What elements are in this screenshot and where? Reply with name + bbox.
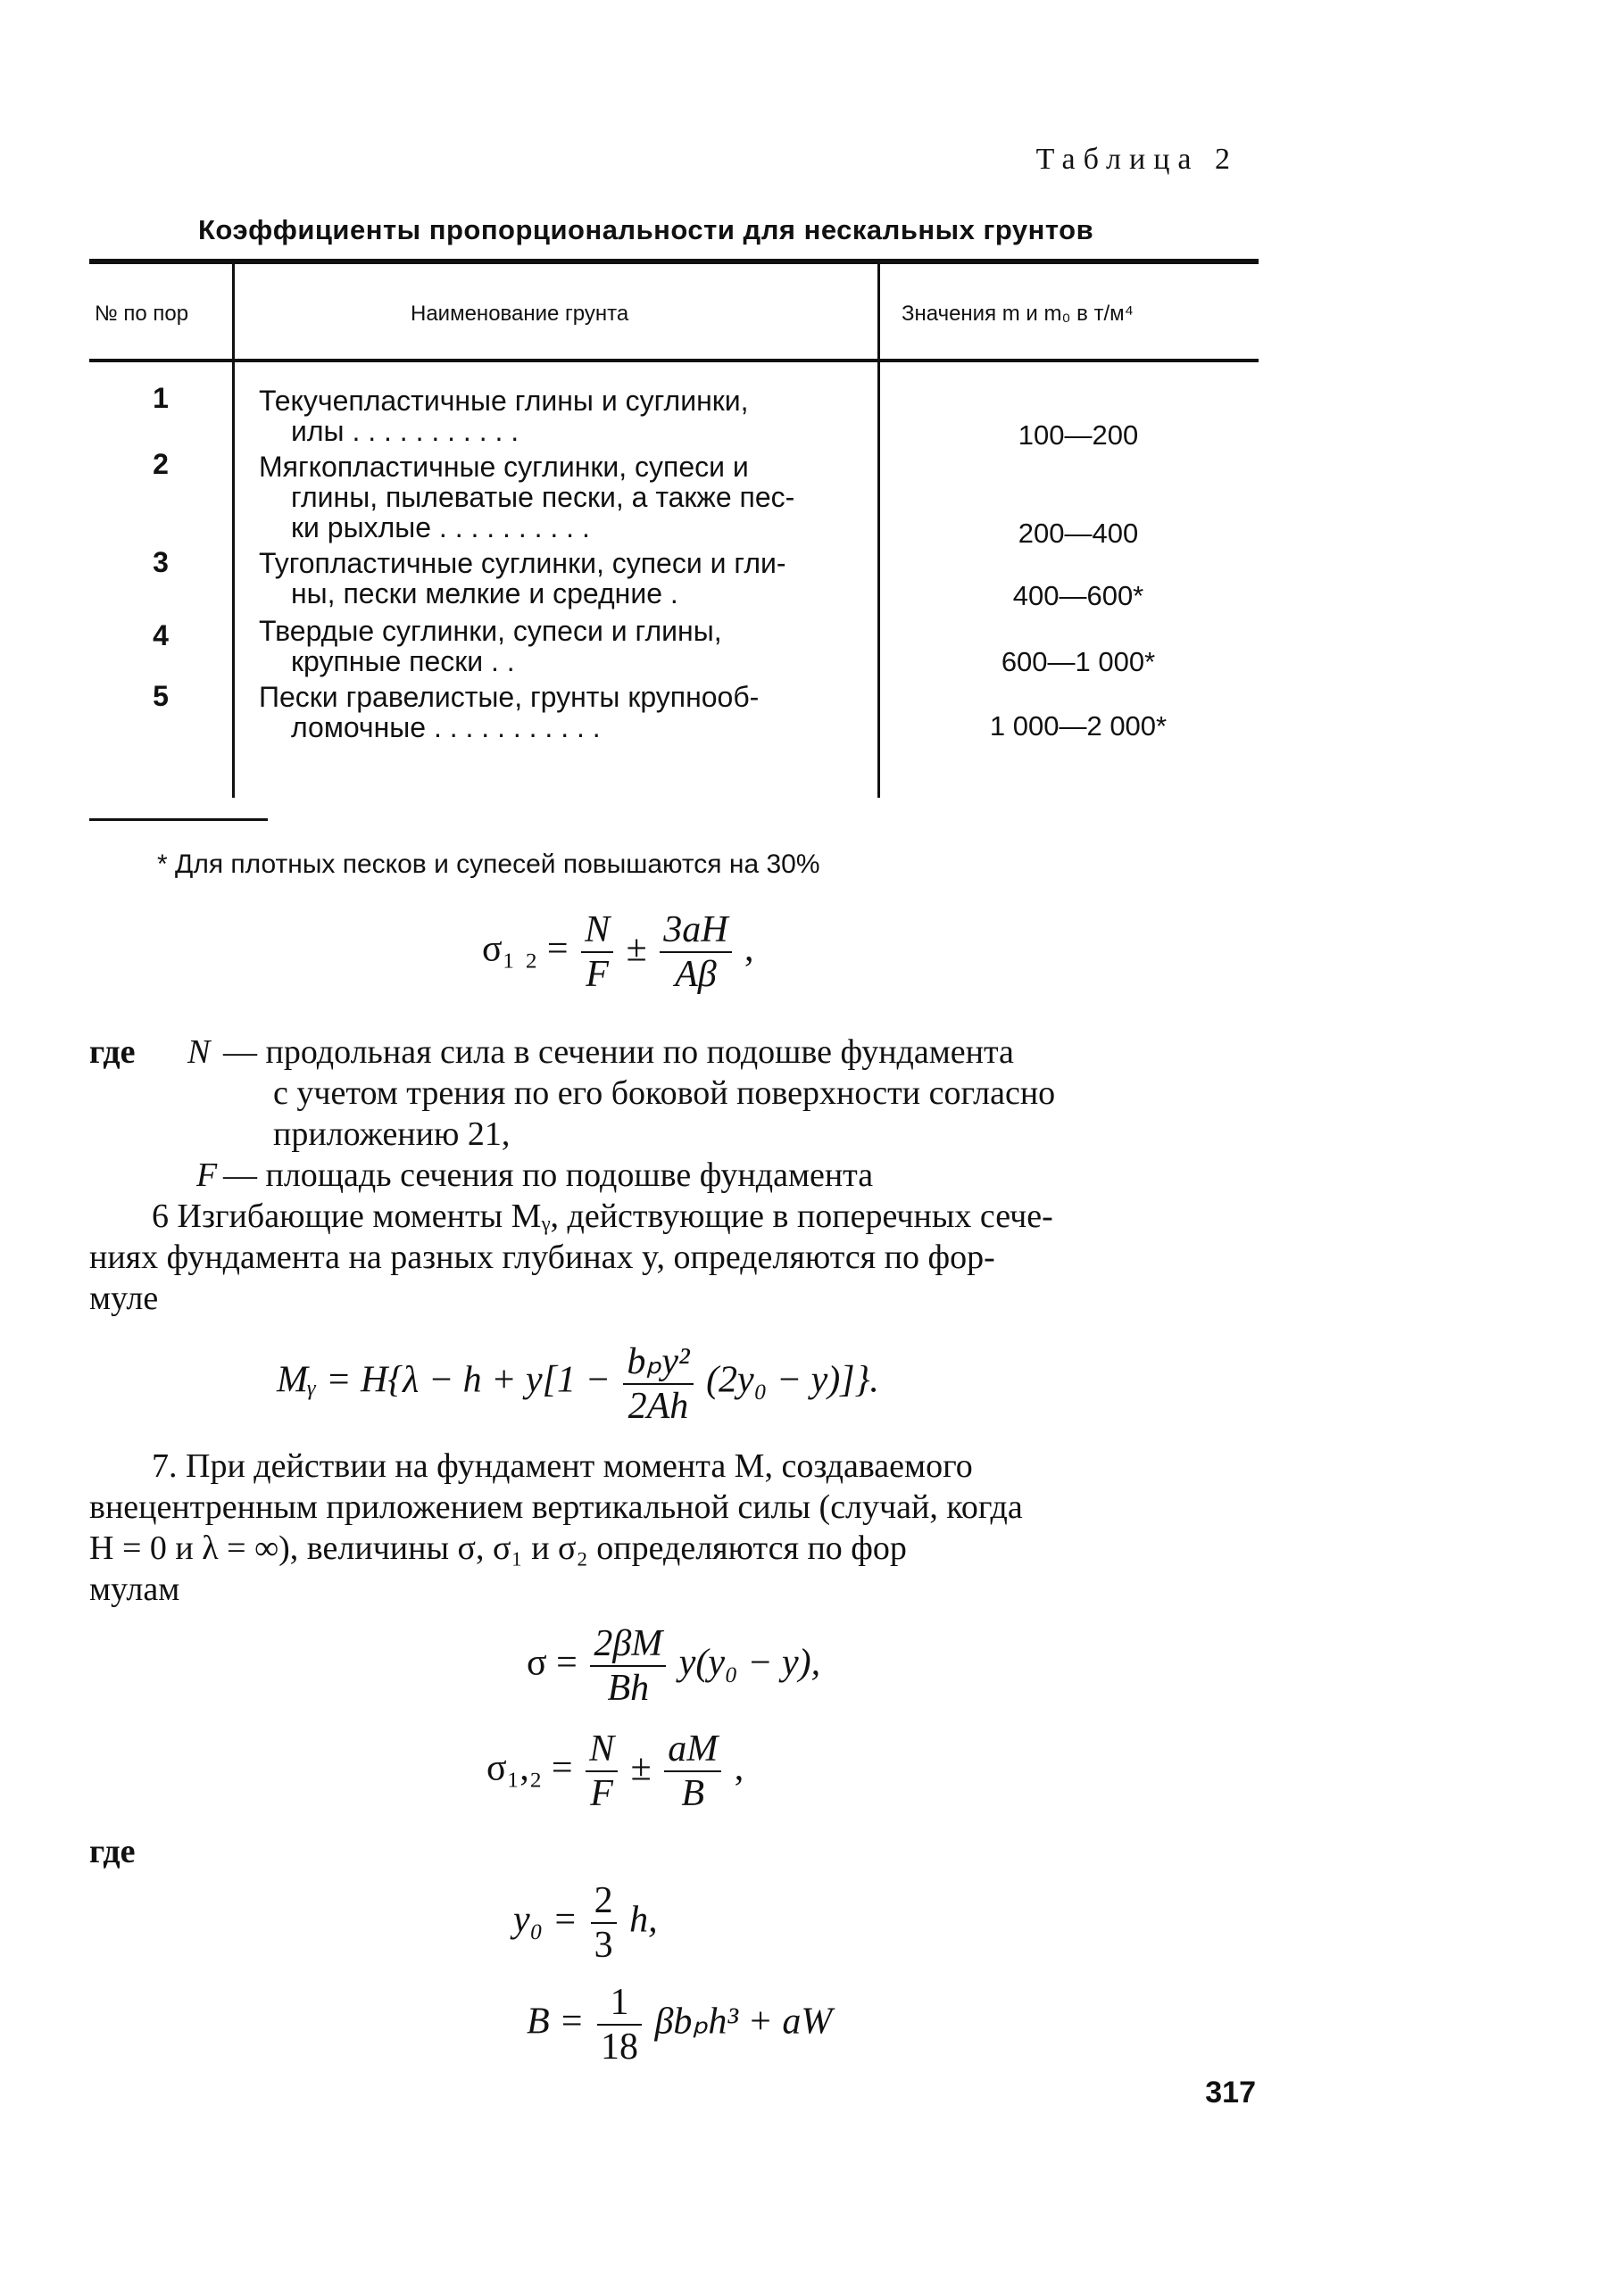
fraction [586, 1728, 618, 1815]
fraction-denominator: F [590, 1773, 613, 1814]
row-value: 1 000—2 000* [989, 710, 1168, 742]
column-header-value: Значения m и m₀ в т/м⁴ [902, 302, 1134, 326]
fraction-denominator: Aβ [675, 954, 717, 995]
formula-rhs: h, [629, 1899, 658, 1941]
paragraph-6 [89, 1196, 1267, 1319]
formula-lhs: σ = [527, 1642, 578, 1684]
column-header-number: № по пор [95, 302, 189, 326]
row-name-line: Тугопластичные суглинки, супеси и гли- [259, 547, 786, 579]
formula-lhs: σ₁ ₂ = [482, 928, 569, 970]
formula-rhs: y(y₀ − y), [678, 1642, 821, 1684]
row-number: 1 [153, 382, 169, 414]
fraction [581, 908, 613, 996]
symbol-f: F [196, 1156, 218, 1194]
fraction [664, 1728, 721, 1815]
row-name-line: Мягкопластичные суглинки, супеси и [259, 451, 749, 483]
row-value: 100—200 [1018, 419, 1139, 451]
row-name-line: крупные пески . . [291, 645, 515, 677]
formula-tail: , [744, 928, 754, 970]
paragraph-line: муле [89, 1280, 159, 1317]
definition-f: — площадь сечения по подошве фундамента [223, 1156, 874, 1194]
symbol-n: N [187, 1033, 211, 1071]
fraction [591, 1879, 617, 1967]
fraction-numerator: 2 [591, 1879, 617, 1924]
row-name [259, 548, 866, 609]
fraction [660, 908, 731, 996]
row-name [259, 616, 866, 676]
row-name-line: илы . . . . . . . . . . . [291, 415, 519, 447]
row-name-line: ки рыхлые . . . . . . . . . . [291, 511, 590, 543]
formula-sigma [527, 1622, 820, 1710]
fraction [597, 1981, 642, 2068]
formula-moment-my [277, 1339, 879, 1428]
paragraph-line: мулам [89, 1571, 180, 1608]
row-number: 2 [153, 448, 169, 480]
paragraph-line: 7. При действии на фундамент момента M, создаваемого [152, 1447, 973, 1485]
fraction-denominator: 2Ah [627, 1386, 689, 1427]
plus-minus-sign: ± [630, 1747, 652, 1789]
formula-rhs: (2y₀ − y)]}. [706, 1359, 879, 1401]
formula-lhs: y₀ = [513, 1899, 578, 1941]
fraction-denominator: B [681, 1773, 705, 1814]
table-footnote: * Для плотных песков и супесей повышаются на 30% [157, 850, 820, 879]
plus-minus-sign: ± [626, 928, 647, 970]
paragraph-line: внецентренным приложением вертикальной силы (случай, когда [89, 1488, 1023, 1526]
formula-lhs: σ₁,₂ = [486, 1747, 573, 1789]
fraction-numerator: 2βM [590, 1622, 666, 1667]
row-name [259, 452, 866, 543]
formula-tail: , [734, 1747, 744, 1789]
table-header-rule [89, 359, 1259, 362]
row-name-line: ны, пески мелкие и средние . [291, 577, 678, 609]
row-value: 200—400 [1018, 518, 1139, 549]
definition-n [223, 1032, 1267, 1155]
row-value: 400—600* [1012, 580, 1144, 611]
fraction-numerator: N [586, 1728, 618, 1772]
formula-sigma-12 [482, 908, 754, 996]
fraction [590, 1622, 666, 1710]
formula-sigma-12-moment [486, 1728, 744, 1815]
row-name-line: ломочные . . . . . . . . . . . [291, 711, 601, 743]
row-number: 4 [153, 619, 169, 651]
paragraph-7 [89, 1446, 1267, 1610]
fraction-denominator: 3 [594, 1925, 613, 1966]
row-number: 5 [153, 680, 169, 712]
page-number: 317 [1205, 2076, 1256, 2110]
row-name-line: Твердые суглинки, супеси и глины, [259, 615, 722, 647]
row-number: 3 [153, 546, 169, 578]
fraction-numerator: 1 [597, 1981, 642, 2026]
fraction-numerator: 3aH [660, 908, 731, 953]
where-label: где [89, 1833, 136, 1870]
row-name [259, 682, 866, 742]
fraction-denominator: 18 [601, 2027, 638, 2068]
table-col-divider-1 [232, 264, 235, 798]
row-name-line: Текучепластичные глины и суглинки, [259, 385, 749, 417]
fraction-denominator: F [586, 954, 609, 995]
row-name-line: Пески гравелистые, грунты крупнооб- [259, 681, 760, 713]
table-caption: Коэффициенты пропорциональности для нескальных грунтов [198, 214, 1094, 245]
formula-b [527, 1981, 832, 2068]
definition-line: — продольная сила в сечении по подошве фундамента [223, 1033, 1014, 1071]
table-label: Таблица 2 [1035, 143, 1238, 176]
formula-lhs: Mᵧ = H{λ − h + y[1 − [277, 1359, 611, 1401]
definition-line: приложению 21, [273, 1115, 511, 1153]
row-name [259, 385, 866, 446]
paragraph-line: 6 Изгибающие моменты Mᵧ, действующие в поперечных сече- [152, 1198, 1053, 1235]
fraction-numerator: N [581, 908, 613, 953]
table-top-rule [89, 259, 1259, 264]
paragraph-line: ниях фундамента на разных глубинах y, определяются по фор- [89, 1239, 995, 1276]
table-col-divider-2 [877, 264, 880, 798]
row-name-line: глины, пылеватые пески, а также пес- [291, 481, 795, 513]
fraction-denominator: Bh [607, 1668, 650, 1709]
fraction [623, 1339, 693, 1428]
formula-rhs: βbₚh³ + aW [654, 2001, 833, 2043]
formula-lhs: B = [527, 2001, 585, 2043]
where-label: где [89, 1033, 136, 1071]
fraction-numerator: aM [664, 1728, 721, 1772]
row-value: 600—1 000* [1001, 646, 1156, 677]
table-bottom-rule [89, 818, 268, 821]
paragraph-line: H = 0 и λ = ∞), величины σ, σ₁ и σ₂ определяются по фор [89, 1529, 907, 1567]
definition-line: с учетом трения по его боковой поверхности согласно [273, 1074, 1056, 1112]
formula-y0 [513, 1879, 658, 1967]
fraction-numerator: bₚy² [623, 1339, 693, 1385]
column-header-name: Наименование грунта [411, 302, 629, 326]
